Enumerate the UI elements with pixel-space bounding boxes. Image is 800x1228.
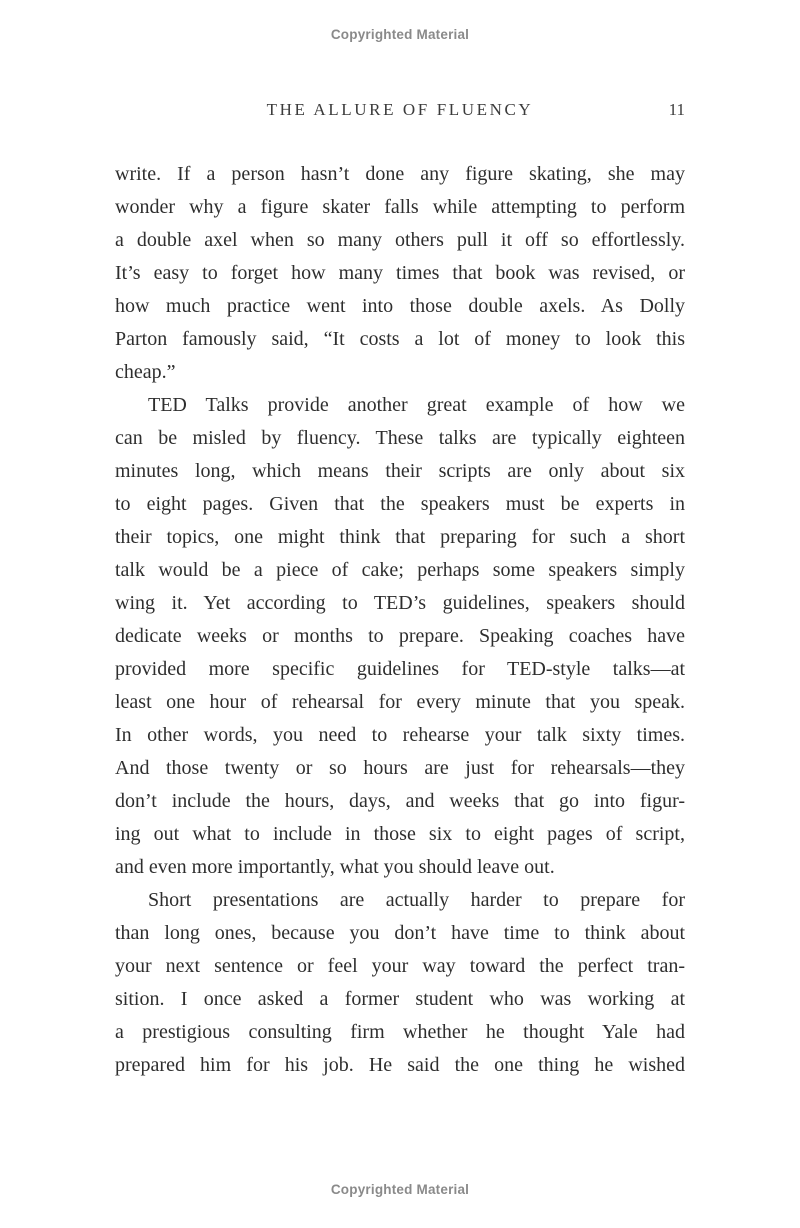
page-number: 11 <box>668 100 685 119</box>
text-line: minutes long, which means their scripts are only about six <box>115 460 685 482</box>
text-line: Short presentations are actually harder to prepare for <box>148 889 685 911</box>
text-line: write. If a person hasn’t done any figure skating, she may <box>115 163 685 185</box>
text-line: Parton famously said, “It costs a lot of money to look this <box>115 328 685 350</box>
text-line: dedicate weeks or months to prepare. Speaking coaches have <box>115 625 685 647</box>
text-line: a double axel when so many others pull it off so effortlessly. <box>115 229 685 251</box>
copyright-notice-top: Copyrighted Material <box>330 27 470 42</box>
text-line: provided more specific guidelines for TED-style talks—at <box>115 658 685 680</box>
text-line: ing out what to include in those six to eight pages of script, <box>115 823 685 845</box>
text-line: to eight pages. Given that the speakers must be experts in <box>115 493 685 515</box>
text-line: your next sentence or feel your way toward the perfect tran- <box>115 955 685 977</box>
text-line: sition. I once asked a former student who was working at <box>115 988 685 1010</box>
text-line: can be misled by fluency. These talks are typically eighteen <box>115 427 685 449</box>
text-line: wing it. Yet according to TED’s guidelines, speakers should <box>115 592 685 614</box>
body-text <box>115 158 685 1082</box>
text-line: cheap.” <box>115 361 176 383</box>
text-line: least one hour of rehearsal for every minute that you speak. <box>115 691 685 713</box>
text-line: It’s easy to forget how many times that book was revised, or <box>115 262 685 284</box>
text-line: don’t include the hours, days, and weeks that go into figur- <box>115 790 685 812</box>
text-line: how much practice went into those double axels. As Dolly <box>115 295 685 317</box>
copyright-notice-bottom: Copyrighted Material <box>330 1182 470 1197</box>
chapter-title: THE ALLURE OF FLUENCY <box>266 100 534 119</box>
running-head <box>115 100 685 122</box>
text-line: and even more importantly, what you should leave out. <box>115 856 555 878</box>
text-line: wonder why a figure skater falls while attempting to perform <box>115 196 685 218</box>
text-line: In other words, you need to rehearse your talk sixty times. <box>115 724 685 746</box>
text-line: TED Talks provide another great example of how we <box>148 394 685 416</box>
text-line: their topics, one might think that preparing for such a short <box>115 526 685 548</box>
text-line: And those twenty or so hours are just for rehearsals—they <box>115 757 685 779</box>
text-line: talk would be a piece of cake; perhaps some speakers simply <box>115 559 685 581</box>
text-line: prepared him for his job. He said the one thing he wished <box>115 1054 685 1076</box>
text-line: a prestigious consulting firm whether he thought Yale had <box>115 1021 685 1043</box>
text-line: than long ones, because you don’t have time to think about <box>115 922 685 944</box>
